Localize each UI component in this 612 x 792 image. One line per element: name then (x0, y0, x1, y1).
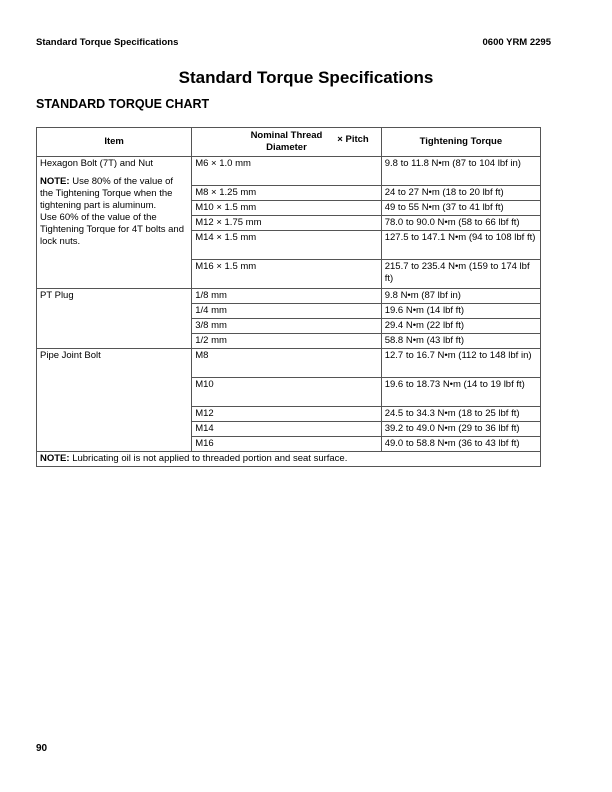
torque-cell: 24.5 to 34.3 N•m (18 to 25 lbf ft) (381, 407, 540, 422)
footer-note-label: NOTE: (40, 453, 70, 464)
torque-cell: 49.0 to 58.8 N•m (36 to 43 lbf ft) (381, 437, 540, 452)
note-text-4t: Use 60% of the value of the Tightening Torque for 4T bolts and lock nuts. (40, 212, 185, 247)
size-cell: M12 (192, 407, 382, 422)
size-cell: 3/8 mm (192, 319, 382, 334)
header-tightening-torque: Tightening Torque (381, 128, 540, 157)
page-title: Standard Torque Specifications (178, 68, 434, 87)
table-header-row (37, 128, 541, 157)
section-heading: STANDARD TORQUE CHART (36, 97, 210, 111)
footer-note-text: Lubricating oil is not applied to threaded portion and seat surface. (72, 453, 348, 464)
item-cell-pipe-joint-bolt: Pipe Joint Bolt (37, 349, 192, 452)
size-cell: M12 × 1.75 mm (192, 216, 382, 231)
table-row (37, 289, 541, 304)
size-cell: 1/8 mm (192, 289, 382, 304)
torque-cell: 127.5 to 147.1 N•m (94 to 108 lbf ft) (381, 231, 540, 260)
size-cell: M6 × 1.0 mm (192, 157, 382, 186)
torque-table (36, 127, 541, 467)
torque-cell: 19.6 N•m (14 lbf ft) (381, 304, 540, 319)
item-name: Hexagon Bolt (7T) and Nut (40, 158, 154, 169)
size-cell: M16 (192, 437, 382, 452)
size-cell: 1/4 mm (192, 304, 382, 319)
running-header-doc-number: 0600 YRM 2295 (482, 37, 551, 48)
torque-cell: 12.7 to 16.7 N•m (112 to 148 lbf in) (381, 349, 540, 378)
header-item: Item (37, 128, 192, 157)
torque-cell: 19.6 to 18.73 N•m (14 to 19 lbf ft) (381, 378, 540, 407)
size-cell: M8 (192, 349, 382, 378)
header-thread-label: Nominal Thread Diameter (250, 130, 323, 153)
footer-note (37, 452, 541, 467)
table-footer-note-row (37, 452, 541, 467)
table-row (37, 349, 541, 378)
torque-cell: 9.8 to 11.8 N•m (87 to 104 lbf in) (381, 157, 540, 186)
size-cell: M14 (192, 422, 382, 437)
torque-cell: 39.2 to 49.0 N•m (29 to 36 lbf ft) (381, 422, 540, 437)
torque-cell: 215.7 to 235.4 N•m (159 to 174 lbf ft) (381, 260, 540, 289)
torque-cell: 58.8 N•m (43 lbf ft) (381, 334, 540, 349)
item-cell-pt-plug: PT Plug (37, 289, 192, 349)
item-cell-hexagon-bolt (37, 157, 192, 289)
torque-cell: 78.0 to 90.0 N•m (58 to 66 lbf ft) (381, 216, 540, 231)
header-pitch-label: × Pitch (337, 134, 369, 145)
torque-cell: 49 to 55 N•m (37 to 41 lbf ft) (381, 201, 540, 216)
torque-cell: 9.8 N•m (87 lbf in) (381, 289, 540, 304)
size-cell: M14 × 1.5 mm (192, 231, 382, 260)
torque-cell: 29.4 N•m (22 lbf ft) (381, 319, 540, 334)
size-cell: M8 × 1.25 mm (192, 186, 382, 201)
hexagon-bolt-note (40, 176, 188, 248)
page-number: 90 (36, 743, 48, 754)
size-cell: M10 × 1.5 mm (192, 201, 382, 216)
note-label: NOTE: (40, 176, 70, 187)
torque-cell: 24 to 27 N•m (18 to 20 lbf ft) (381, 186, 540, 201)
note-text: Use 80% of the value of the Tightening Torque when the tightening part is aluminum. (40, 176, 174, 211)
size-cell: M10 (192, 378, 382, 407)
header-thread-diameter (192, 128, 382, 157)
table-row (37, 157, 541, 186)
running-header-title: Standard Torque Specifications (36, 37, 179, 48)
size-cell: M16 × 1.5 mm (192, 260, 382, 289)
size-cell: 1/2 mm (192, 334, 382, 349)
